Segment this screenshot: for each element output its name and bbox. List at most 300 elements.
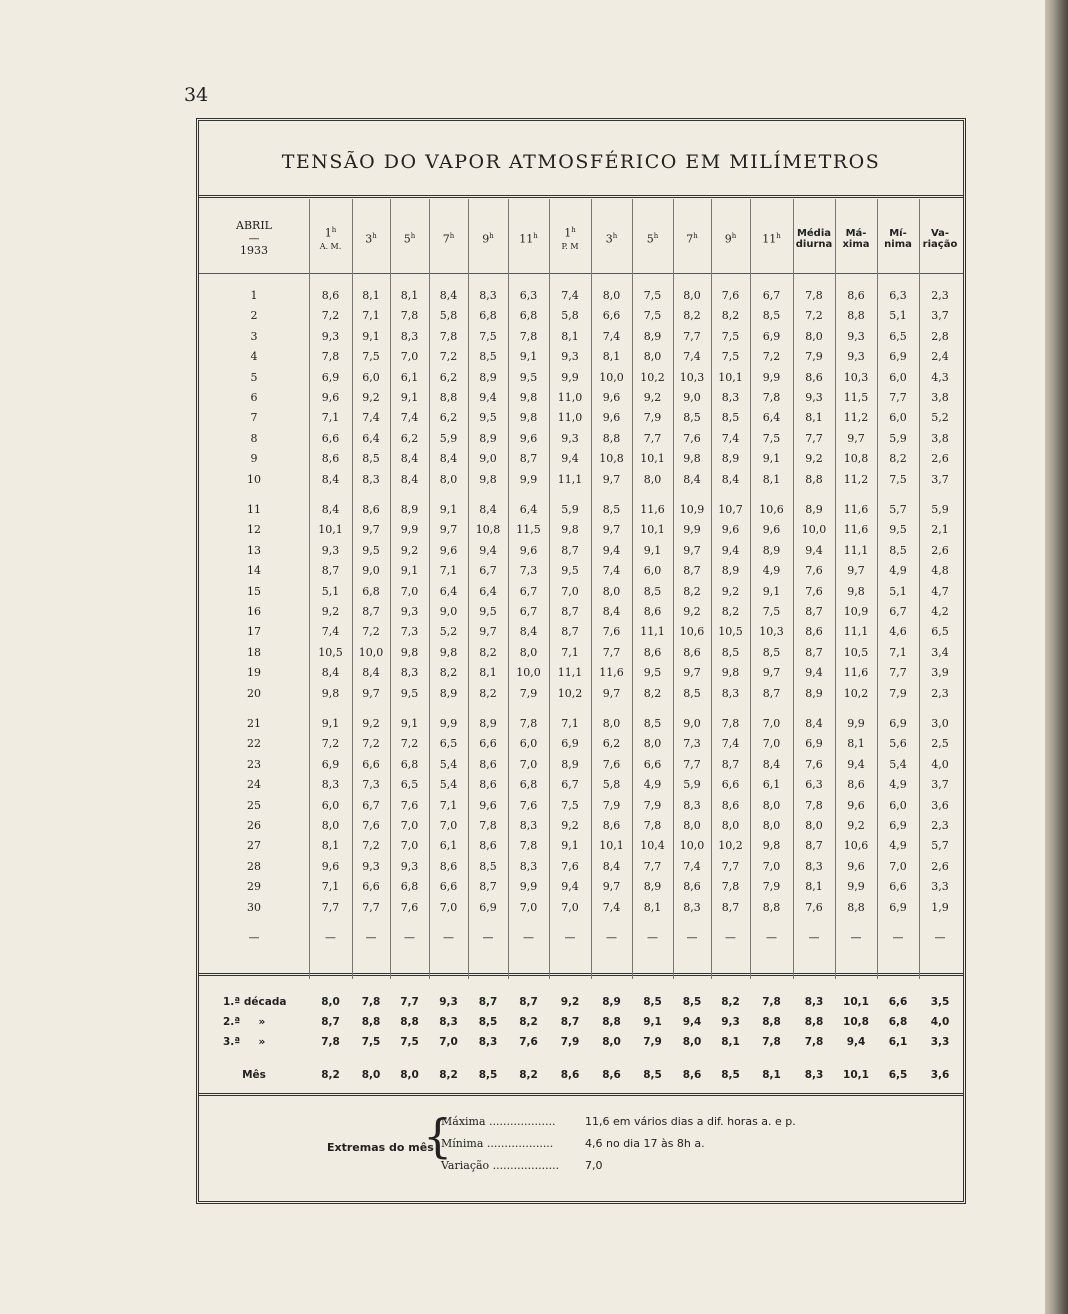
- table-cell: 9,8: [847, 584, 865, 598]
- table-cell: 9,7: [847, 431, 865, 445]
- table-cell: 7,5: [561, 798, 579, 812]
- table-cell: 6,7: [519, 584, 538, 598]
- table-cell: 8,6: [805, 370, 823, 384]
- header-hour-suffix: h: [776, 231, 781, 240]
- header-hour-number: 3: [605, 232, 613, 246]
- table-cell: 11,2: [843, 472, 869, 486]
- table-cell: 7,6: [721, 289, 740, 302]
- table-cell: 8,8: [847, 309, 865, 323]
- table-cell: 7,5: [762, 431, 781, 445]
- table-cell: 4,8: [931, 564, 949, 578]
- row-day: 30: [247, 900, 261, 914]
- table-cell: —: [482, 931, 494, 944]
- table-cell: 9,9: [519, 472, 538, 486]
- table-cell: 9,8: [683, 452, 701, 466]
- table-cell: 6,6: [889, 880, 907, 894]
- table-cell: 7,2: [762, 350, 781, 364]
- table-cell: 7,5: [362, 350, 380, 364]
- table-cell: 9,1: [519, 350, 538, 364]
- header-month-year: [199, 203, 309, 275]
- table-cell: 9,8: [321, 686, 340, 700]
- table-cell: 9,7: [847, 564, 865, 578]
- table-cell: 9,6: [602, 411, 621, 425]
- row-day: 16: [247, 605, 261, 618]
- summary-cell: 8,7: [519, 996, 538, 1008]
- table-cell: 6,4: [762, 411, 781, 425]
- table-cell: 9,7: [602, 523, 621, 537]
- row-day: 2: [250, 309, 258, 323]
- table-cell: 6,9: [805, 737, 823, 751]
- header-hour-suffix: h: [372, 231, 377, 240]
- table-cell: 11,6: [640, 503, 665, 516]
- table-cell: 7,7: [683, 329, 701, 343]
- table-cell: 9,9: [683, 523, 701, 537]
- table-cell: 11,6: [599, 666, 624, 680]
- summary-cell: 8,5: [643, 996, 662, 1008]
- table-cell: 6,4: [519, 503, 538, 516]
- table-cell: 9,1: [561, 839, 579, 853]
- table-cell: 11,1: [843, 625, 869, 639]
- table-cell: 7,7: [643, 431, 662, 445]
- table-cell: 4,9: [889, 564, 907, 578]
- table-cell: 6,1: [439, 839, 458, 853]
- table-cell: 7,6: [805, 584, 823, 598]
- table-cell: 8,4: [362, 666, 380, 680]
- table-cell: 7,9: [602, 798, 621, 812]
- table-cell: 7,3: [400, 625, 419, 639]
- table-cell: 7,4: [683, 859, 701, 873]
- table-cell: 9,7: [683, 666, 701, 680]
- header-hour-number: 7: [442, 232, 450, 246]
- summary-cell: 8,8: [400, 1016, 419, 1028]
- table-cell: 11,5: [843, 391, 869, 404]
- table-cell: 9,3: [321, 329, 340, 343]
- header-hour-suffix: h: [449, 231, 455, 240]
- table-cell: 9,4: [561, 452, 579, 466]
- table-cell: —: [808, 931, 820, 944]
- table-cell: 9,7: [683, 543, 701, 557]
- header-hour-suffix: h: [410, 231, 416, 240]
- table-cell: 7,2: [362, 625, 380, 639]
- table-cell: 8,1: [643, 900, 662, 914]
- table-cell: —: [443, 931, 454, 944]
- table-cell: 9,2: [643, 391, 662, 404]
- summary-cell: 3,5: [930, 996, 950, 1008]
- table-cell: 8,4: [321, 472, 340, 486]
- table-cell: 2,6: [931, 543, 949, 557]
- table-cell: 7,9: [805, 350, 823, 364]
- table-cell: 6,6: [321, 431, 340, 445]
- table-cell: 8,6: [439, 859, 458, 873]
- header-minima: [877, 203, 919, 275]
- table-cell: 10,0: [516, 666, 541, 680]
- summary-cell: 8,5: [721, 1069, 740, 1081]
- table-cell: 7,4: [721, 431, 740, 445]
- summary-label: 1.ª década: [223, 996, 287, 1008]
- table-cell: 8,0: [602, 289, 621, 302]
- summary-label: Mês: [242, 1069, 266, 1081]
- header-maxima: [835, 203, 877, 275]
- table-cell: 10,5: [843, 645, 869, 659]
- table-cell: 9,1: [362, 329, 380, 343]
- table-cell: 6,2: [439, 411, 458, 425]
- row-day: 21: [247, 717, 261, 730]
- table-cell: 8,9: [479, 431, 497, 445]
- table-cell: 7,7: [889, 666, 907, 680]
- table-cell: 8,4: [762, 757, 781, 771]
- table-cell: 5,9: [439, 431, 458, 445]
- table-cell: 9,9: [847, 880, 865, 894]
- table-cell: 5,4: [889, 757, 907, 771]
- row-day: 25: [247, 798, 261, 812]
- table-cell: 7,9: [519, 686, 538, 700]
- table-cell: 7,0: [762, 859, 781, 873]
- table-cell: 8,0: [602, 584, 621, 598]
- table-cell: 7,5: [889, 472, 907, 486]
- row-day: 1: [250, 289, 258, 302]
- table-cell: 7,2: [362, 737, 380, 751]
- summary-cell: 8,5: [478, 1069, 498, 1081]
- table-cell: 9,6: [321, 859, 340, 873]
- table-cell: 10,9: [843, 605, 869, 618]
- table-cell: 8,6: [847, 289, 865, 302]
- header-hour-10: [673, 203, 711, 275]
- summary-cell: 8,5: [682, 996, 702, 1008]
- summary-cell: 8,9: [602, 996, 621, 1008]
- table-cell: —: [564, 931, 576, 944]
- table-cell: 8,4: [321, 503, 340, 516]
- table-cell: 6,6: [721, 778, 740, 792]
- summary-cell: 3,6: [930, 1069, 950, 1081]
- table-cell: 9,7: [602, 686, 621, 700]
- header-hour-suffix: h: [571, 225, 576, 234]
- summary-cell: 7,7: [400, 996, 419, 1008]
- summary-cell: 10,1: [843, 996, 869, 1008]
- table-cell: 8,8: [847, 900, 865, 914]
- table-cell: 9,2: [400, 543, 419, 557]
- table-cell: 8,4: [321, 666, 340, 680]
- summary-cell: 8,8: [602, 1016, 621, 1028]
- table-cell: 3,3: [931, 880, 949, 894]
- table-cell: 9,2: [362, 391, 380, 404]
- table-cell: 9,3: [805, 391, 823, 404]
- table-cell: 6,4: [362, 431, 380, 445]
- table-cell: —: [892, 931, 904, 944]
- summary-cell: 7,9: [643, 1036, 662, 1048]
- table-cell: 7,1: [561, 645, 579, 659]
- table-cell: 8,3: [400, 666, 419, 680]
- table-cell: 8,4: [400, 472, 419, 486]
- header-hour-number: 3: [365, 232, 373, 246]
- summary-cell: 7,5: [361, 1036, 381, 1048]
- table-cell: 6,6: [362, 880, 380, 894]
- table-cell: 8,4: [519, 625, 538, 639]
- header-month: ABRIL: [236, 219, 272, 233]
- table-cell: 9,2: [847, 819, 865, 832]
- table-cell: 9,6: [519, 543, 538, 557]
- table-cell: 4,9: [762, 564, 781, 578]
- table-cell: 6,7: [889, 605, 907, 618]
- table-cell: 8,7: [321, 564, 340, 578]
- table-cell: 9,1: [400, 717, 419, 730]
- table-cell: 8,1: [400, 289, 419, 302]
- table-cell: 8,9: [479, 370, 497, 384]
- table-cell: 7,1: [321, 880, 340, 894]
- table-cell: 9,8: [519, 411, 538, 425]
- summary-cell: 9,3: [439, 996, 458, 1008]
- table-cell: 3,8: [931, 391, 949, 404]
- header-hour-2: [352, 203, 390, 275]
- table-cell: 9,8: [519, 391, 538, 404]
- table-cell: 10,8: [843, 452, 869, 466]
- table-cell: 4,6: [889, 625, 907, 639]
- page-number: 34: [184, 84, 209, 106]
- extreme-value: 11,6 em vários dias a dif. horas a. e p.: [585, 1115, 796, 1128]
- table-cell: 6,0: [889, 411, 907, 425]
- table-cell: 7,1: [439, 564, 458, 578]
- table-cell: 6,5: [889, 329, 907, 343]
- table-cell: 8,5: [643, 717, 662, 730]
- table-cell: 7,5: [643, 309, 662, 323]
- table-cell: 10,9: [679, 503, 705, 516]
- header-maxima-line1: Má-: [845, 227, 867, 239]
- table-cell: 7,6: [805, 900, 823, 914]
- table-cell: 8,2: [721, 309, 740, 323]
- table-cell: 11,1: [557, 666, 583, 680]
- table-cell: 3,7: [931, 309, 949, 323]
- table-cell: 2,6: [931, 859, 949, 873]
- table-cell: 10,2: [843, 686, 869, 700]
- table-cell: 7,8: [519, 329, 538, 343]
- table-cell: 8,0: [683, 819, 701, 832]
- table-cell: 8,2: [683, 309, 701, 323]
- table-cell: 8,7: [561, 605, 579, 618]
- table-cell: 8,4: [439, 452, 458, 466]
- table-cell: 8,3: [683, 798, 701, 812]
- summary-cell: 7,8: [762, 996, 781, 1008]
- header-hour-number: 5: [646, 232, 654, 246]
- summary-cell: 8,8: [762, 1016, 781, 1028]
- table-cell: 7,6: [805, 564, 823, 578]
- table-cell: 8,1: [561, 329, 579, 343]
- table-cell: 11,6: [843, 666, 869, 680]
- table-cell: 7,2: [400, 737, 419, 751]
- header-hour-number: 11: [762, 232, 777, 246]
- table-frame: [196, 118, 966, 1204]
- table-cell: 5,9: [931, 503, 949, 516]
- table-cell: 6,9: [561, 737, 579, 751]
- table-cell: 6,0: [889, 370, 907, 384]
- table-cell: 9,9: [762, 370, 781, 384]
- summary-cell: 8,2: [519, 1069, 538, 1081]
- table-cell: 7,7: [805, 431, 823, 445]
- table-cell: 9,8: [400, 645, 419, 659]
- header-year: 1933: [240, 244, 268, 258]
- summary-label: 2.ª »: [223, 1016, 266, 1028]
- table-cell: 3,8: [931, 431, 949, 445]
- summary-cell: 8,6: [602, 1069, 621, 1081]
- row-day: 11: [247, 503, 261, 516]
- table-cell: 8,6: [643, 645, 662, 659]
- row-day: 19: [247, 666, 261, 680]
- table-cell: 10,3: [679, 370, 705, 384]
- table-cell: 8,2: [439, 666, 458, 680]
- table-cell: 8,5: [762, 309, 781, 323]
- table-cell: 8,7: [519, 452, 538, 466]
- table-cell: 8,4: [602, 859, 621, 873]
- table-cell: 7,0: [400, 584, 419, 598]
- table-cell: 7,2: [439, 350, 458, 364]
- summary-cell: 8,2: [439, 1069, 458, 1081]
- table-cell: 7,1: [889, 645, 907, 659]
- row-day: 29: [247, 880, 261, 894]
- table-cell: 6,7: [561, 778, 579, 792]
- table-cell: 5,9: [683, 778, 701, 792]
- row-day: 20: [247, 686, 261, 700]
- table-cell: 6,5: [400, 778, 419, 792]
- table-cell: 4,9: [889, 778, 907, 792]
- table-cell: —: [365, 931, 377, 944]
- table-cell: 6,0: [362, 370, 380, 384]
- table-cell: 10,1: [640, 452, 665, 466]
- table-cell: 4,9: [889, 839, 907, 853]
- table-cell: 9,6: [721, 523, 740, 537]
- summary-cell: 8,2: [721, 996, 740, 1008]
- table-cell: 7,8: [762, 391, 781, 404]
- table-cell: 8,9: [721, 564, 740, 578]
- summary-cell: 10,8: [843, 1016, 869, 1028]
- table-cell: 9,3: [847, 329, 865, 343]
- table-cell: 8,5: [643, 584, 662, 598]
- table-cell: 10,1: [640, 523, 665, 537]
- table-cell: 6,2: [400, 431, 419, 445]
- table-cell: 7,8: [321, 350, 340, 364]
- header-hour-number: 9: [724, 232, 732, 246]
- table-cell: 8,5: [479, 350, 497, 364]
- table-cell: 11,0: [557, 411, 583, 425]
- table-cell: 8,7: [683, 564, 701, 578]
- table-cell: 8,2: [479, 645, 497, 659]
- table-cell: 7,8: [721, 880, 740, 894]
- table-cell: 8,9: [400, 503, 419, 516]
- table-cell: 6,2: [602, 737, 621, 751]
- table-cell: —: [647, 931, 658, 944]
- table-cell: 6,5: [439, 737, 458, 751]
- table-cell: 5,4: [439, 778, 458, 792]
- table-cell: 5,2: [439, 625, 458, 639]
- table-cell: 5,1: [889, 584, 907, 598]
- table-cell: 9,2: [721, 584, 740, 598]
- table-cell: 8,2: [721, 605, 740, 618]
- summary-label: 3.ª »: [223, 1036, 266, 1048]
- table-cell: 6,0: [321, 798, 340, 812]
- table-cell: 5,6: [889, 737, 907, 751]
- row-day: 5: [250, 370, 258, 384]
- table-cell: 8,8: [762, 900, 781, 914]
- table-cell: 4,3: [931, 370, 949, 384]
- header-hour-12: [750, 203, 793, 275]
- summary-cell: 7,8: [804, 1036, 824, 1048]
- table-cell: 8,4: [439, 289, 458, 302]
- table-cell: 8,7: [805, 605, 823, 618]
- table-cell: 6,1: [400, 370, 419, 384]
- table-cell: 8,9: [479, 717, 497, 730]
- table-cell: 6,9: [321, 370, 340, 384]
- table-cell: 5,8: [439, 309, 458, 323]
- table-cell: 9,4: [805, 666, 823, 680]
- header-hour-suffix: h: [489, 231, 494, 240]
- table-cell: 6,7: [362, 798, 380, 812]
- header-hour-7: [549, 203, 591, 275]
- row-day: 4: [250, 350, 258, 364]
- table-cell: 10,1: [318, 523, 343, 537]
- table-cell: 7,6: [602, 757, 621, 771]
- table-cell: 7,0: [561, 584, 579, 598]
- header-hour-suffix: h: [612, 231, 618, 240]
- table-cell: 7,1: [439, 798, 458, 812]
- table-cell: 9,9: [400, 523, 419, 537]
- table-cell: 7,3: [683, 737, 701, 751]
- table-cell: 9,6: [847, 859, 865, 873]
- table-cell: 2,4: [931, 350, 949, 364]
- table-cell: 9,1: [400, 391, 419, 404]
- table-cell: 7,7: [602, 645, 621, 659]
- table-cell: 8,8: [439, 391, 458, 404]
- table-cell: 6,9: [889, 900, 907, 914]
- table-cell: 7,6: [362, 819, 380, 832]
- header-minima-line2: nima: [884, 239, 912, 250]
- table-cell: 9,2: [683, 605, 701, 618]
- table-cell: 8,4: [602, 605, 621, 618]
- table-cell: 8,6: [721, 798, 740, 812]
- table-cell: 8,5: [721, 411, 740, 425]
- extreme-name: Máxima ...................: [441, 1115, 556, 1128]
- table-cell: 9,5: [889, 523, 907, 537]
- table-cell: 7,0: [889, 859, 907, 873]
- table-cell: —: [686, 931, 698, 944]
- table-cell: 9,2: [362, 717, 380, 730]
- table-cell: 6,9: [762, 329, 781, 343]
- table-cell: 7,4: [602, 329, 621, 343]
- table-cell: 7,9: [762, 880, 781, 894]
- table-cell: 8,3: [362, 472, 380, 486]
- table-cell: 9,7: [362, 686, 380, 700]
- header-hour-suffix: h: [331, 225, 337, 234]
- table-cell: 7,5: [721, 329, 740, 343]
- table-cell: 6,7: [762, 289, 781, 302]
- table-cell: 9,2: [561, 819, 579, 832]
- table-cell: 9,9: [847, 717, 865, 730]
- table-cell: 8,5: [683, 411, 701, 425]
- table-cell: 7,2: [805, 309, 823, 323]
- summary-cell: 8,2: [321, 1069, 340, 1081]
- table-cell: 7,0: [519, 757, 538, 771]
- table-cell: 8,7: [561, 625, 579, 639]
- table-cell: 8,1: [805, 411, 823, 425]
- extreme-name: Variação ...................: [441, 1159, 560, 1172]
- table-cell: 7,2: [362, 839, 380, 853]
- table-cell: 7,7: [362, 900, 380, 914]
- table-cell: 2,3: [931, 686, 949, 700]
- table-cell: 8,9: [721, 452, 740, 466]
- table-cell: 8,5: [683, 686, 701, 700]
- table-cell: 11,1: [640, 625, 665, 639]
- table-cell: 7,9: [889, 686, 907, 700]
- table-cell: 5,7: [889, 503, 907, 516]
- table-cell: 7,7: [889, 391, 907, 404]
- summary-cell: 9,2: [560, 996, 580, 1008]
- table-cell: 7,4: [683, 350, 701, 364]
